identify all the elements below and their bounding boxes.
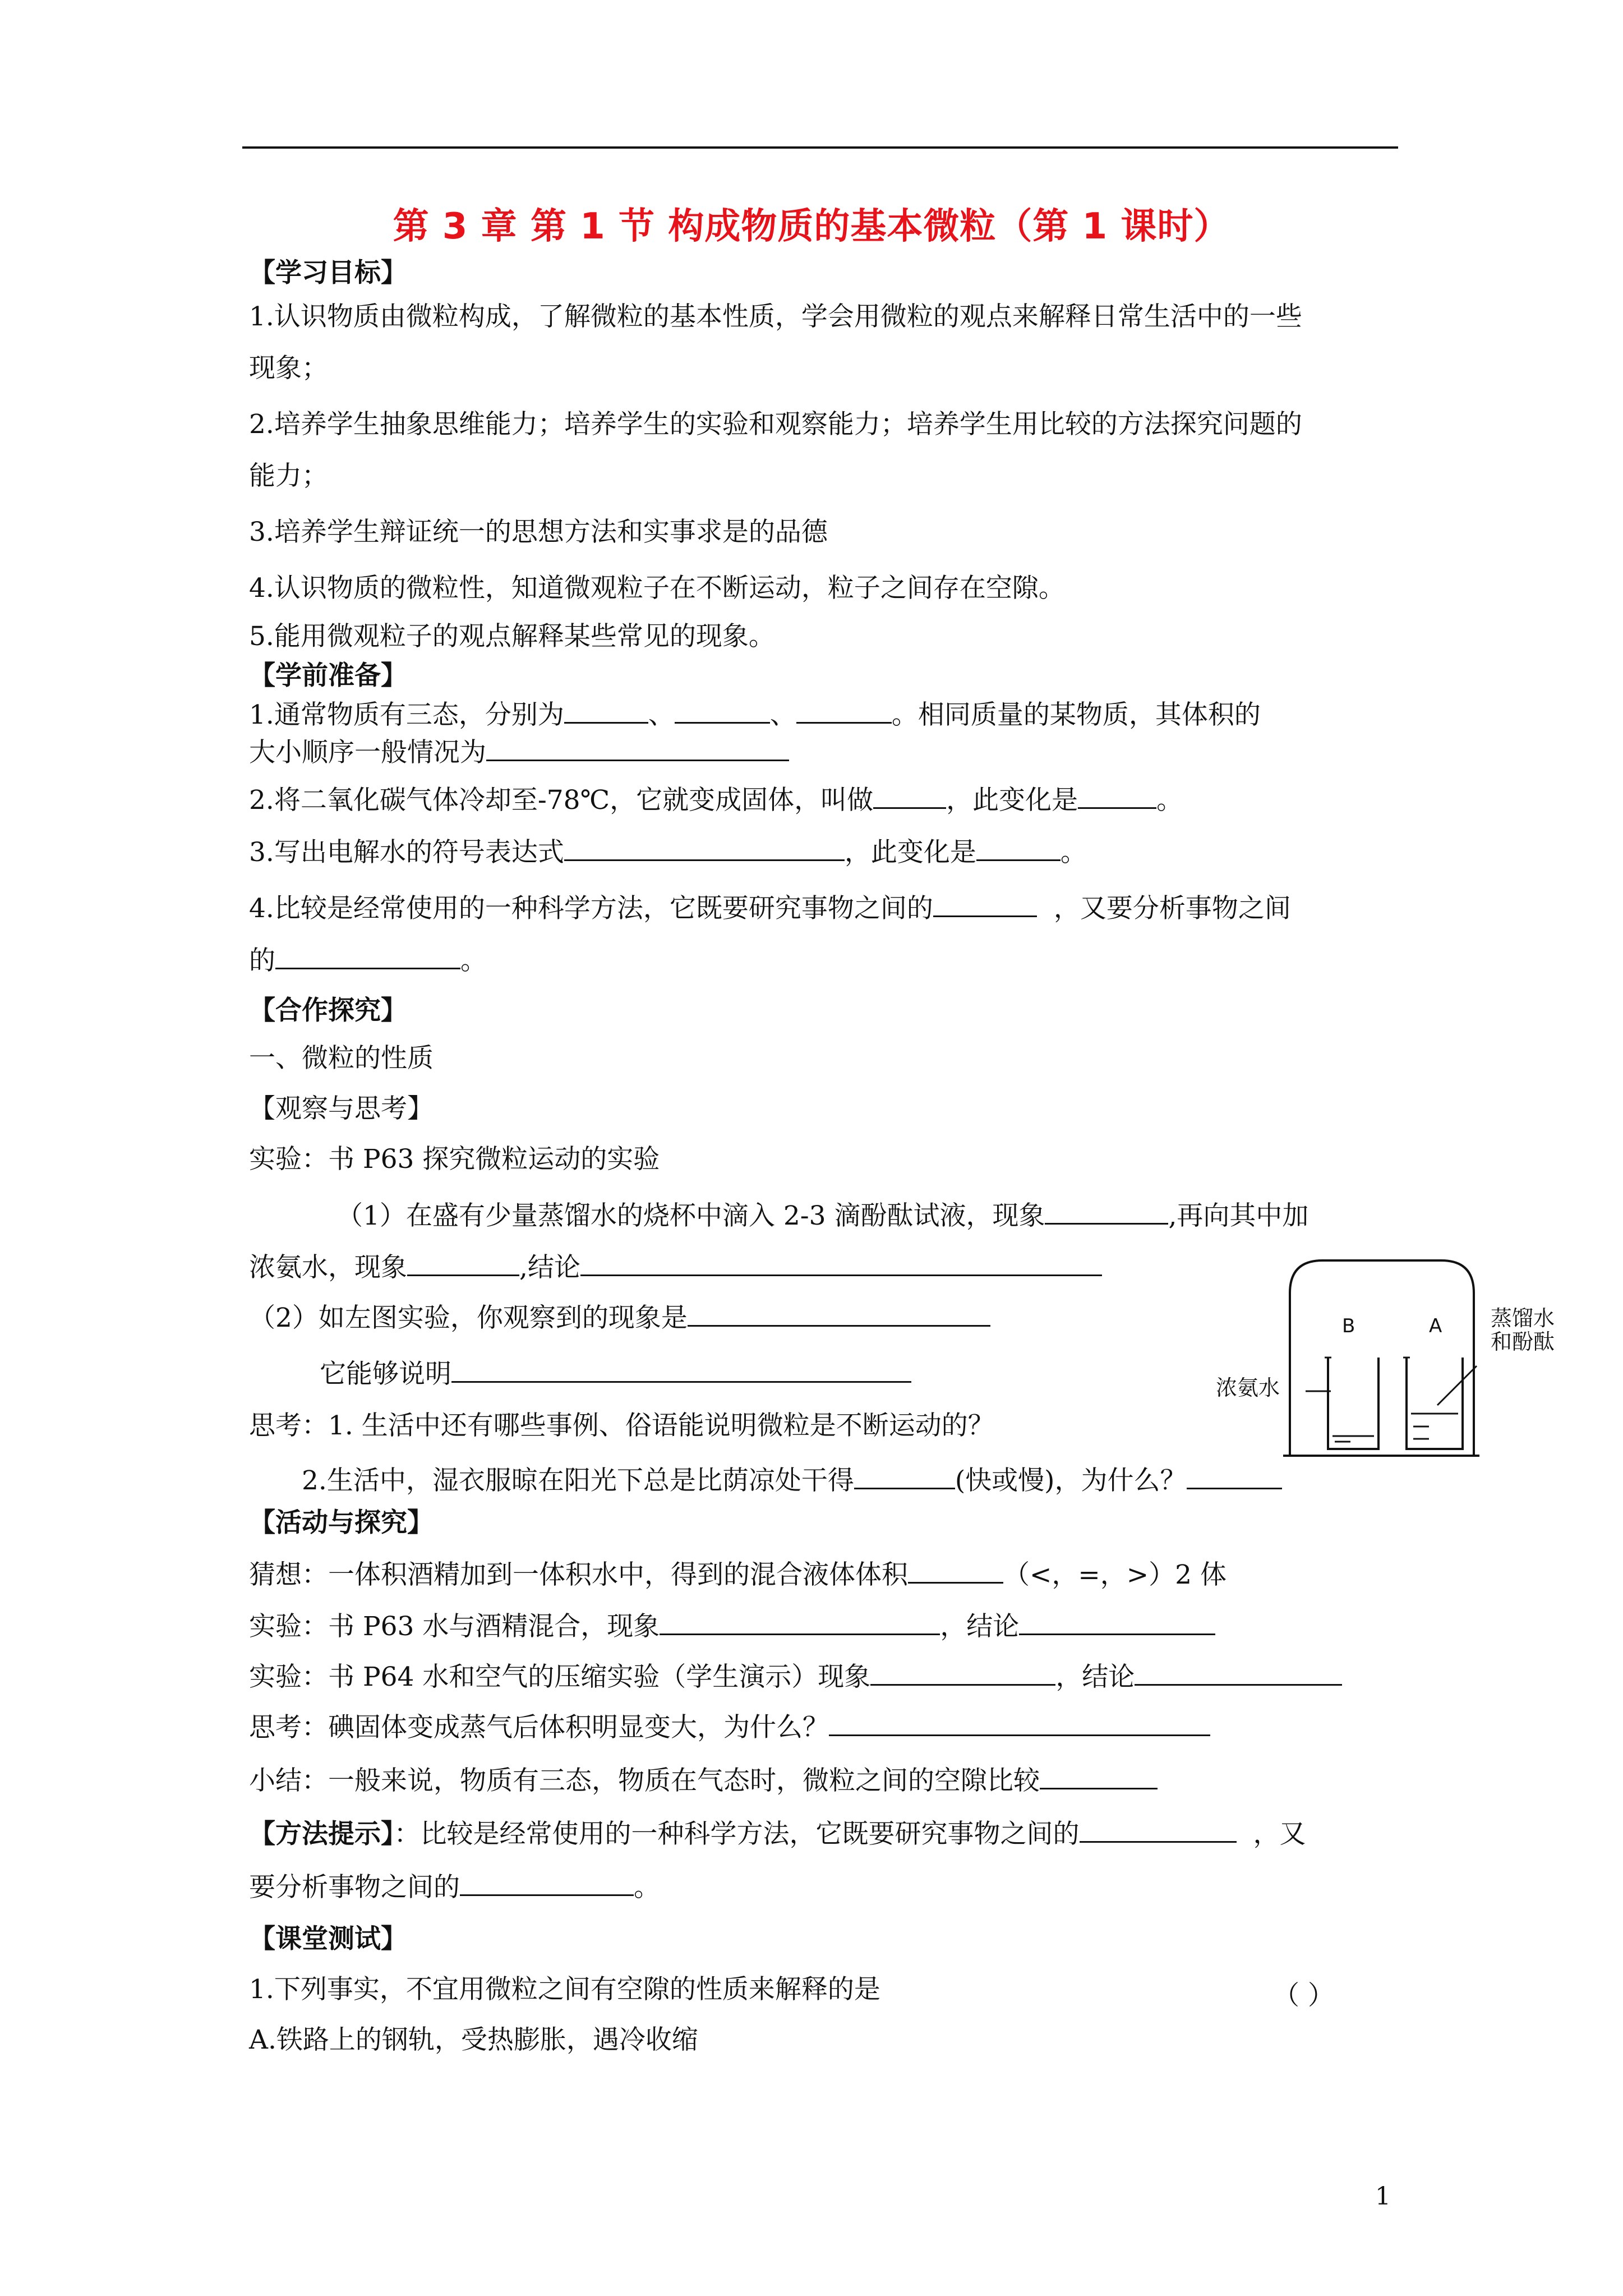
prep-q4-text-c: 的	[249, 945, 275, 976]
observe-think-heading: 【观察与思考】	[249, 1093, 434, 1124]
label-water: 蒸馏水	[1491, 1306, 1555, 1331]
answer-blank[interactable]	[1187, 1464, 1282, 1489]
test-option-a: A.铁路上的钢轨，受热膨胀，遇冷收缩	[249, 2024, 698, 2055]
prep-question-4-cont	[249, 944, 487, 976]
think-question-2	[302, 1464, 1282, 1496]
objective-1-line-1: 1.认识物质由微粒构成，了解微粒的基本性质，学会用微粒的观点来解释日常生活中的一些	[249, 301, 1302, 332]
summary-line	[249, 1764, 1158, 1796]
think-iodine	[249, 1711, 1210, 1743]
prep-q3-text-b: ，此变化是	[844, 837, 976, 868]
method-tip-line-1	[249, 1818, 1306, 1849]
method-text-d: 。	[634, 1872, 660, 1903]
answer-blank[interactable]	[451, 1358, 911, 1383]
answer-blank[interactable]	[796, 698, 892, 724]
prep-q4-text-b: ，又要分析事物之间	[1053, 893, 1291, 924]
experiment-water-alcohol	[249, 1610, 1215, 1642]
prep-q3-text-c: 。	[1060, 837, 1087, 868]
answer-blank[interactable]	[275, 944, 460, 969]
section-heading-test: 【课堂测试】	[249, 1924, 407, 1954]
summary-text: 小结：一般来说，物质有三态，物质在气态时，微粒之间的空隙比较	[249, 1765, 1040, 1796]
answer-blank[interactable]	[829, 1711, 1210, 1736]
answer-blank[interactable]	[688, 1301, 990, 1327]
section-heading-cooperation: 【合作探究】	[249, 995, 407, 1026]
experiment-1-line-1	[336, 1199, 1308, 1231]
guess-text-a: 猜想：一体积酒精加到一体积水中，得到的混合液体体积	[249, 1559, 908, 1590]
answer-blank[interactable]	[486, 736, 789, 761]
exp1-text-b: ,再向其中加	[1168, 1200, 1309, 1231]
subsection-particle-properties: 一、微粒的性质	[249, 1043, 434, 1074]
answer-parentheses[interactable]: （ ）	[1273, 1980, 1334, 2011]
experiment-beaker-figure	[1216, 1248, 1496, 1461]
answer-blank[interactable]	[580, 1251, 1102, 1276]
prep-question-1-cont	[249, 736, 789, 768]
method-tip-line-2	[249, 1871, 660, 1903]
experiment-compression	[249, 1660, 1342, 1692]
section-heading-preparation: 【学前准备】	[249, 660, 407, 691]
page-number: 1	[1375, 2182, 1391, 2211]
answer-blank[interactable]	[660, 1610, 940, 1635]
think2-text-a: 2.生活中，湿衣服晾在阳光下总是比荫凉处干得	[302, 1465, 854, 1496]
exp2-text-a: （2）如左图实验，你观察到的现象是	[249, 1303, 688, 1333]
answer-blank[interactable]	[1135, 1660, 1342, 1686]
experiment-2-line-2	[320, 1358, 911, 1389]
label-phenolphthalein: 和酚酞	[1491, 1329, 1555, 1354]
answer-blank[interactable]	[407, 1251, 519, 1276]
prep-question-4	[249, 892, 1291, 924]
bell-jar-outline	[1290, 1260, 1474, 1456]
answer-blank[interactable]	[1019, 1610, 1215, 1635]
exp2-text-b: 它能够说明	[320, 1359, 451, 1389]
answer-blank[interactable]	[564, 698, 648, 724]
prep-q3-text-a: 3.写出电解水的符号表达式	[249, 837, 564, 868]
exp1-text-a: （1）在盛有少量蒸馏水的烧杯中滴入 2-3 滴酚酞试液，现象	[336, 1200, 1045, 1231]
label-beaker-b: B	[1342, 1315, 1355, 1337]
experiment-2-line-1	[249, 1301, 990, 1333]
answer-blank[interactable]	[854, 1464, 955, 1489]
section-heading-activity: 【活动与探究】	[249, 1507, 434, 1538]
answer-blank[interactable]	[873, 784, 946, 809]
exp-wa-text-a: 实验：书 P63 水与酒精混合，现象	[249, 1611, 660, 1642]
prep-q2-text-b: ，此变化是	[946, 785, 1078, 816]
exp-comp-text-a: 实验：书 P64 水和空气的压缩实验（学生演示）现象	[249, 1662, 871, 1692]
prep-question-1	[249, 698, 1261, 730]
prep-q2-text-c: 。	[1156, 785, 1183, 816]
answer-blank[interactable]	[564, 836, 845, 861]
label-beaker-a: A	[1429, 1315, 1442, 1337]
prep-q4-text-d: 。	[460, 945, 487, 976]
page-title: 第 3 章 第 1 节 构成物质的基本微粒（第 1 课时）	[393, 206, 1230, 247]
prep-q1-text-a: 1.通常物质有三态，分别为	[249, 700, 564, 730]
header-rule	[242, 146, 1398, 149]
objective-1-line-2: 现象；	[249, 353, 328, 384]
method-tip-heading: 【方法提示】	[249, 1819, 394, 1849]
label-ammonia: 浓氨水	[1216, 1375, 1280, 1400]
think-iodine-text: 思考：碘固体变成蒸气后体积明显变大，为什么？	[249, 1712, 829, 1743]
method-text-c: 要分析事物之间的	[249, 1872, 460, 1903]
objective-5: 5.能用微观粒子的观点解释某些常见的现象。	[249, 621, 775, 652]
think2-text-b: (快或慢)，为什么？	[955, 1465, 1187, 1496]
pointer-line-right	[1437, 1366, 1477, 1405]
answer-blank[interactable]	[976, 836, 1061, 861]
answer-blank[interactable]	[870, 1660, 1055, 1686]
guess-text-b: （<，=，>）2 体	[1003, 1559, 1227, 1590]
prep-q4-text-a: 4.比较是经常使用的一种科学方法，它既要研究事物之间的	[249, 893, 933, 924]
separator: 、	[648, 700, 675, 730]
answer-blank[interactable]	[1040, 1764, 1158, 1789]
experiment-intro: 实验：书 P63 探究微粒运动的实验	[249, 1144, 660, 1175]
answer-blank[interactable]	[908, 1558, 1003, 1584]
prep-question-3	[249, 836, 1087, 868]
prep-q2-text-a: 2.将二氧化碳气体冷却至-78℃，它就变成固体，叫做	[249, 785, 874, 816]
method-text-b: ，又	[1253, 1819, 1306, 1849]
objective-2-line-2: 能力；	[249, 461, 328, 491]
exp-comp-text-b: ，结论	[1055, 1662, 1135, 1692]
exp-wa-text-b: ，结论	[940, 1611, 1020, 1642]
answer-blank[interactable]	[1045, 1199, 1168, 1225]
prep-q1-text-c: 大小顺序一般情况为	[249, 737, 486, 768]
separator: 、	[769, 700, 796, 730]
prep-q1-text-b: 。相同质量的某物质，其体积的	[891, 700, 1261, 730]
test-question-1: 1.下列事实，不宜用微粒之间有空隙的性质来解释的是	[249, 1974, 880, 2005]
guess-line	[249, 1558, 1227, 1590]
prep-question-2	[249, 784, 1183, 816]
method-text-a: ：比较是经常使用的一种科学方法，它既要研究事物之间的	[394, 1819, 1080, 1849]
answer-blank[interactable]	[1078, 784, 1156, 809]
beaker-a	[1407, 1358, 1463, 1449]
experiment-1-line-2	[249, 1251, 1102, 1283]
answer-blank[interactable]	[460, 1871, 634, 1896]
answer-blank[interactable]	[933, 892, 1037, 917]
section-heading-objectives: 【学习目标】	[249, 257, 407, 288]
exp1-text-c: 浓氨水，现象	[249, 1252, 407, 1283]
objective-4: 4.认识物质的微粒性，知道微观粒子在不断运动，粒子之间存在空隙。	[249, 573, 1065, 604]
label-water-phenolphthalein	[1491, 1307, 1555, 1354]
objective-3: 3.培养学生辩证统一的思想方法和实事求是的品德	[249, 517, 828, 547]
answer-blank[interactable]	[675, 698, 770, 724]
answer-blank[interactable]	[1080, 1818, 1237, 1843]
exp1-text-d: ,结论	[519, 1252, 580, 1283]
objective-2-line-1: 2.培养学生抽象思维能力；培养学生的实验和观察能力；培养学生用比较的方法探究问题的	[249, 409, 1302, 440]
think-question-1: 思考：1. 生活中还有哪些事例、俗语能说明微粒是不断运动的？	[249, 1410, 994, 1441]
